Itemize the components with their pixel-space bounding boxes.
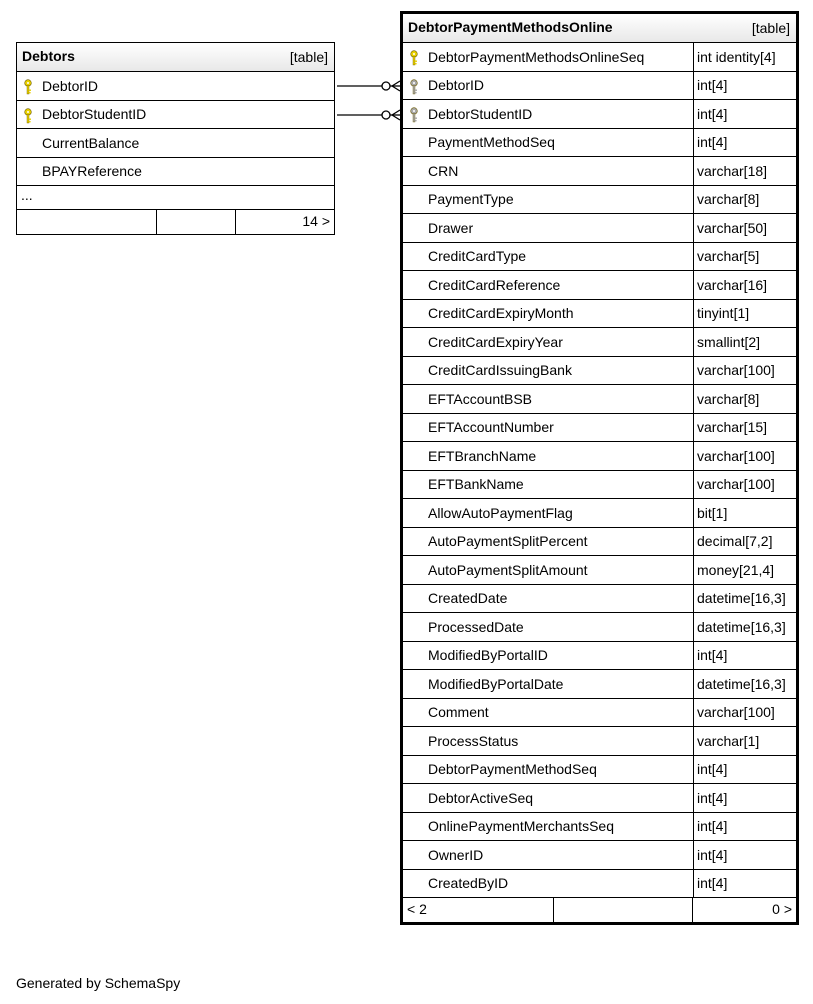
- column-type: decimal[7,2]: [693, 528, 796, 556]
- column-type: varchar[50]: [693, 214, 796, 242]
- relation-debtor-student-id: [337, 110, 400, 120]
- column-name: DebtorStudentID: [428, 105, 533, 122]
- column-name: DebtorPaymentMethodSeq: [428, 761, 597, 778]
- table-name: Debtors: [22, 48, 75, 64]
- column-name: CreditCardReference: [428, 276, 561, 293]
- column-name: ProcessStatus: [428, 732, 519, 749]
- column-name: DebtorPaymentMethodsOnlineSeq: [428, 48, 645, 65]
- footer-right-text: 0 >: [772, 901, 792, 917]
- column-name: CreditCardIssuingBank: [428, 362, 572, 379]
- relation-debtor-id: [337, 81, 400, 91]
- table-name: DebtorPaymentMethodsOnline: [408, 19, 613, 35]
- column-type: varchar[16]: [693, 271, 796, 299]
- column-name: Drawer: [428, 219, 474, 236]
- column-type: datetime[16,3]: [693, 585, 796, 613]
- column-name: AutoPaymentSplitPercent: [428, 533, 588, 550]
- footer-right-text: 14 >: [302, 213, 330, 229]
- column-name: AutoPaymentSplitAmount: [428, 561, 588, 578]
- column-name: EFTBankName: [428, 476, 524, 493]
- column-type: varchar[100]: [693, 442, 796, 470]
- column-type: int[4]: [693, 841, 796, 869]
- column-name: DebtorActiveSeq: [428, 789, 534, 806]
- column-name: BPAYReference: [42, 163, 142, 180]
- column-type: money[21,4]: [693, 556, 796, 584]
- column-type: bit[1]: [693, 499, 796, 527]
- table-kind: [table]: [289, 49, 328, 65]
- column-name: CRN: [428, 162, 459, 179]
- column-type: varchar[100]: [693, 357, 796, 385]
- column-type: varchar[8]: [693, 385, 796, 413]
- generated-by-caption: Generated by SchemaSpy: [16, 975, 181, 991]
- ellipsis-text: ...: [21, 187, 33, 203]
- column-name: ProcessedDate: [428, 618, 524, 635]
- table-kind: [table]: [751, 20, 790, 36]
- column-type: int[4]: [693, 756, 796, 784]
- column-name: AllowAutoPaymentFlag: [428, 504, 573, 521]
- column-type: varchar[15]: [693, 414, 796, 442]
- column-name: EFTAccountBSB: [428, 390, 533, 407]
- column-name: ModifiedByPortalDate: [428, 675, 564, 692]
- column-type: datetime[16,3]: [693, 670, 796, 698]
- column-type: smallint[2]: [693, 328, 796, 356]
- crowfoot-marker: [392, 110, 400, 115]
- crowfoot-marker: [392, 81, 400, 86]
- column-name: CreditCardExpiryMonth: [428, 305, 574, 322]
- column-name: PaymentType: [428, 191, 514, 208]
- column-type: int[4]: [693, 813, 796, 841]
- column-type: int[4]: [693, 100, 796, 128]
- zero-optional-marker: [382, 82, 390, 90]
- column-type: datetime[16,3]: [693, 613, 796, 641]
- column-type: tinyint[1]: [693, 300, 796, 328]
- column-type: int[4]: [693, 870, 796, 898]
- column-type: varchar[1]: [693, 727, 796, 755]
- column-type: varchar[8]: [693, 186, 796, 214]
- column-name: CreditCardExpiryYear: [428, 333, 563, 350]
- column-name: CreatedByID: [428, 875, 509, 892]
- column-type: int[4]: [693, 642, 796, 670]
- column-name: CurrentBalance: [42, 134, 140, 151]
- column-type: varchar[5]: [693, 243, 796, 271]
- column-type: int identity[4]: [693, 43, 796, 71]
- column-name: EFTBranchName: [428, 447, 537, 464]
- column-name: Comment: [428, 704, 489, 721]
- column-name: DebtorID: [428, 77, 485, 94]
- column-name: DebtorID: [42, 77, 99, 94]
- zero-optional-marker: [382, 111, 390, 119]
- column-type: int[4]: [693, 784, 796, 812]
- column-type: varchar[18]: [693, 157, 796, 185]
- column-type: int[4]: [693, 72, 796, 100]
- column-name: CreatedDate: [428, 590, 508, 607]
- footer-left-text: < 2: [407, 901, 427, 917]
- column-name: PaymentMethodSeq: [428, 134, 555, 151]
- column-name: OnlinePaymentMerchantsSeq: [428, 818, 614, 835]
- column-name: OwnerID: [428, 846, 484, 863]
- column-type: varchar[100]: [693, 471, 796, 499]
- column-type: varchar[100]: [693, 699, 796, 727]
- column-name: DebtorStudentID: [42, 106, 147, 123]
- column-name: EFTAccountNumber: [428, 419, 554, 436]
- column-name: CreditCardType: [428, 248, 527, 265]
- column-name: ModifiedByPortalID: [428, 647, 548, 664]
- column-type: int[4]: [693, 129, 796, 157]
